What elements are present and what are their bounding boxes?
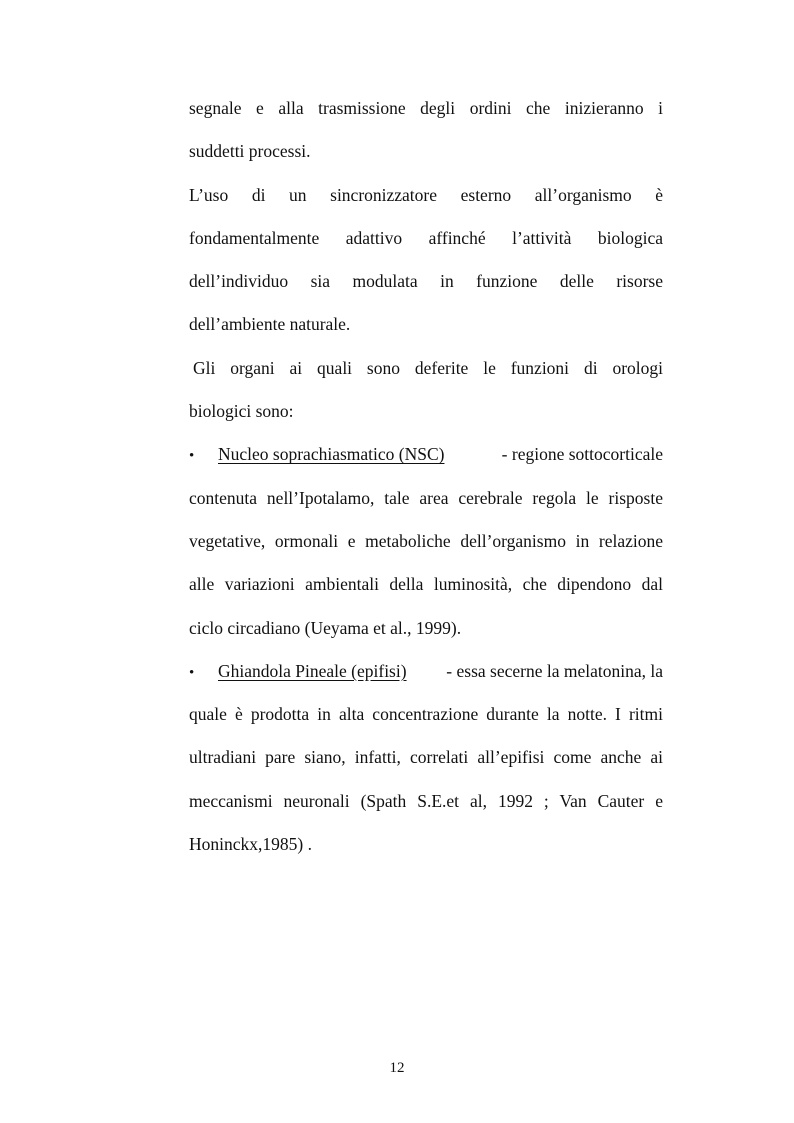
bullet-first-line (218, 650, 663, 693)
bullet-first-line (218, 433, 663, 476)
text-line: dell’individuo sia modulata in funzione delle risorse (189, 271, 663, 292)
text-line: contenuta nell’Ipotalamo, tale area cerebrale regola le risposte (189, 487, 663, 508)
bullet-title: Ghiandola Pineale (epifisi) (218, 660, 407, 681)
bullet-item-nsc (189, 433, 663, 476)
bullet-first-rest: - essa secerne la melatonina, la (446, 660, 663, 681)
text-line: meccanismi neuronali (Spath S.E.et al, 1992 ; Van Cauter e (189, 790, 663, 811)
text-line: suddetti processi. (189, 141, 311, 162)
text-line: Gli organi ai quali sono deferite le funzioni di orologi (193, 357, 663, 378)
text-line: quale è prodotta in alta concentrazione durante la notte. I ritmi (189, 704, 663, 725)
bullet-icon: • (189, 664, 195, 681)
text-line: biologici sono: (189, 401, 294, 422)
body-text (189, 87, 663, 866)
bullet-title: Nucleo soprachiasmatico (NSC) (218, 444, 445, 465)
text-line: segnale e alla trasmissione degli ordini che inizieranno i (189, 98, 663, 118)
bullet-icon: • (189, 448, 195, 465)
page-number: 12 (389, 1060, 405, 1076)
text-line: ciclo circadiano (Ueyama et al., 1999). (189, 617, 462, 638)
text-line: L’uso di un sincronizzatore esterno all’organismo è (189, 184, 663, 205)
text-line: Honinckx,1985) . (189, 834, 312, 855)
text-line: dell’ambiente naturale. (189, 314, 351, 335)
text-line: ultradiani pare siano, infatti, correlati all’epifisi come anche ai (189, 747, 663, 768)
text-line: fondamentalmente adattivo affinché l’attività biologica (189, 227, 663, 248)
bullet-item-pineal (189, 650, 663, 693)
text-line: alle variazioni ambientali della luminosità, che dipendono dal (189, 574, 663, 595)
text-line: vegetative, ormonali e metaboliche dell’organismo in relazione (189, 530, 663, 551)
bullet-first-rest: - regione sottocorticale (501, 444, 663, 465)
